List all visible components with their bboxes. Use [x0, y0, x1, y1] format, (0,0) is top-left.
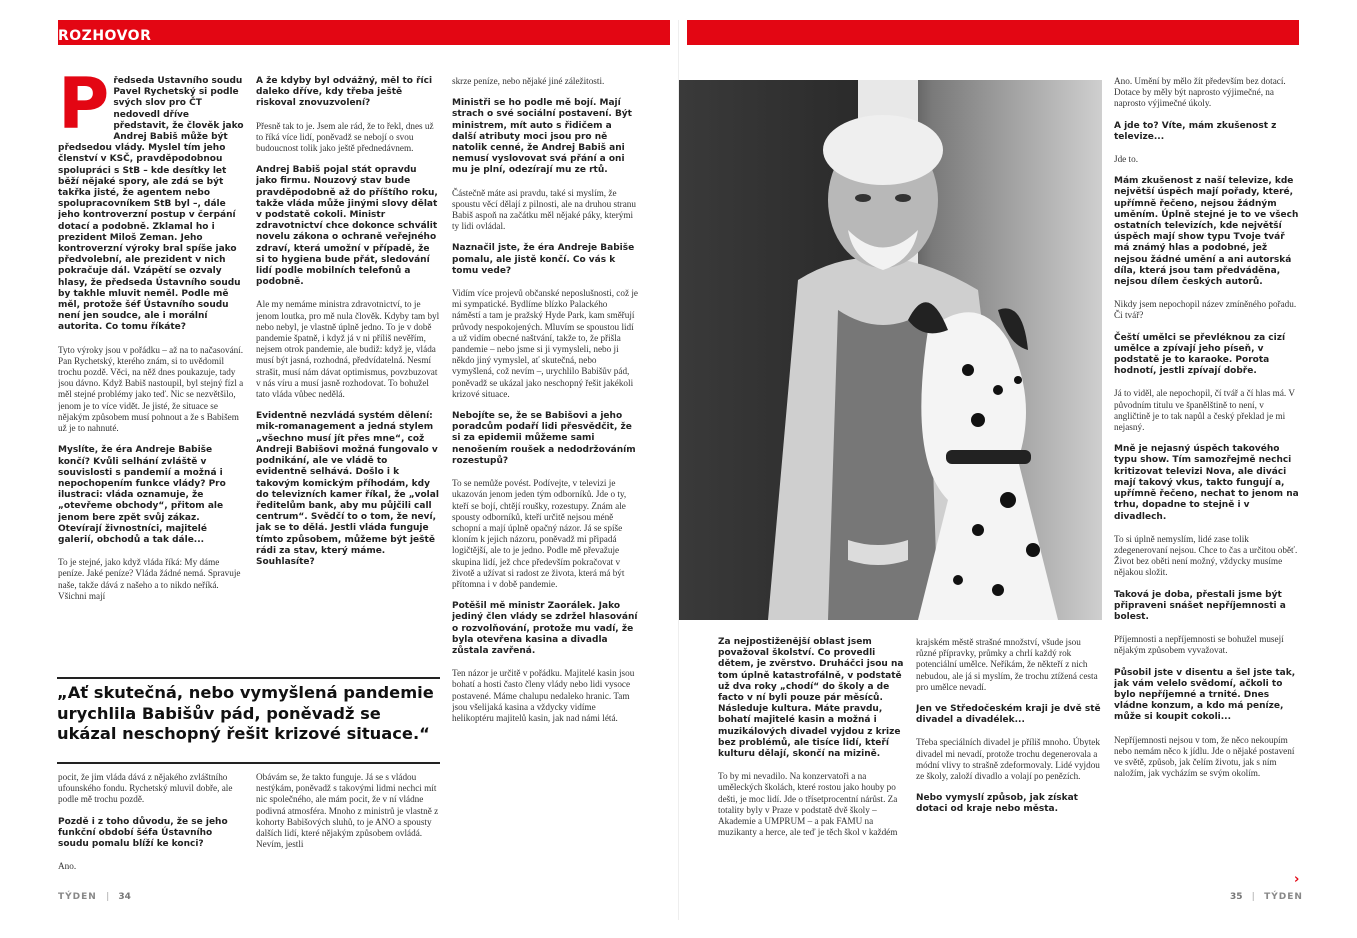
- answer-paragraph: Nepříjemnosti nejsou v tom, že něco nekoupím nebo nemám něco k jídlu. Jde o nějaké postavení ve světě, způsob, jak čelím životu, jak s ním naložím, jak vycházím se svým okolím.: [1114, 734, 1295, 779]
- question-paragraph: Pozdě i z toho důvodu, že se jeho funkční období šéfa Ústavního soudu pomalu blíží ke konci?: [58, 816, 228, 850]
- answer-paragraph: krajském městě strašné množství, všude jsou různé přípravky, průmky a chrlí každý rok potenciální umělce. Neříkám, že někteří z nich nebudou, ale já si myslím, že trochu ztížená cesta pro umělce nevadí.: [916, 637, 1098, 692]
- pullquote-rule-bottom: [57, 762, 440, 764]
- question-paragraph: Mám zkušenost z naší televize, kde největší úspěch mají pořady, které, upřímně řečeno, nejsou žádným uměním. Úplně stejné je to ve všech ostatních televizích, kde největší úspěch mají show typu Tvoje tvář má známý hlas a podobné, jež nejsou žádné umění a ani autorská díla, která jsou tam předváděna, nejsou dílem českých autorů.: [1114, 176, 1299, 288]
- answer-paragraph: skrze peníze, nebo nějaké jiné záležitosti.: [452, 76, 605, 86]
- answer-paragraph: Já to viděl, ale nepochopil, čí tvář a čí hlas má. V původním titulu ve španělštině to není, v angličtině je to tak napůl a český překlad je mi nejasný.: [1114, 388, 1295, 433]
- pullquote-rule-top: [57, 677, 440, 679]
- column-3: [452, 76, 638, 886]
- question-paragraph: Ministři se ho podle mě bojí. Mají strach o své sociální postavení. Být ministrem, mít auto s řidičem a další atributy moci jsou pro ně natolik cenné, že Andrej Babiš ani nemusí vyslovovat svá přání a oni mu je plní, odezírají mu ze rtů.: [452, 98, 632, 176]
- answer-paragraph: pocit, že jim vláda dává z nějakého zvláštního ufounského fondu. Rychetský mluvil dobře, ale podle mě trochu pozdě.: [58, 772, 233, 805]
- question-paragraph: Za nejpostiženější oblast jsem považoval školství. Co provedli dětem, je zvěrstvo. Druháčci jsou na tom úplně katastrofálně, v podstatě už dva roky „chodí“ do školy a de facto v ní byli pouze pár měsíců. Následuje kultura. Máte pravdu, bohatí majitelé kasin a možná i muzikálových divadel vyjdou z krize bez problémů, ale tisíce lidí, kteří kulturu dělají, skončí na mizině.: [718, 637, 904, 760]
- answer-paragraph: Přesně tak to je. Jsem ale rád, že to řekl, dnes už to říká více lidí, poněvadž se nebojí o svou budoucnost tolik jako ještě přednedávnem.: [256, 120, 434, 154]
- answer-paragraph: Jde to.: [1114, 154, 1138, 165]
- question-paragraph: Jen ve Středočeském kraji je dvě stě divadel a divadélek...: [916, 704, 1101, 726]
- answer-paragraph: To je stejné, jako když vláda říká: My dáme peníze. Jaké peníze? Vláda žádné nemá. Spravuje naše, takže dává z našeho a to nikdo neříká. Všichni mají: [58, 557, 241, 601]
- column-6: [1114, 76, 1300, 886]
- page-number-right: 35: [1230, 892, 1243, 902]
- column-1-lower: [58, 772, 244, 887]
- question-paragraph: A jde to? Víte, mám zkušenost z televize...: [1114, 120, 1277, 142]
- question-paragraph: ředseda Ústavního soudu Pavel Rychetský si podle svých slov pro ČT nedovedl dříve představit, že člověk jako Andrej Babiš může být předsedou vlády. Myslel tím jeho členství v KSČ, pravděpodobnou spolupráci s StB – kde desítky let běží nějaké spory, ale zdá se být takřka jisté, že agentem nebo spolupracovníkem StB byl –, dále jeho kontroverzní postup v čerpání dotací a podobně. Zklamal ho i prezident Miloš Zeman. Jeho kontroverzní výroky bral spíše jako předvolební, ale prezident v nich pokračuje dál. Vzápětí se ozvaly hlasy, že předseda Ústavního soudu by takhle mluvit neměl. Podle mě měl, protože šéf Ústavního soudu není jen soudce, ale i morální autorita. Co tomu říkáte?: [58, 76, 244, 333]
- footer-right: 35 | TÝDEN: [1230, 892, 1303, 902]
- page-number-left: 34: [118, 892, 131, 902]
- question-paragraph: Působil jste v disentu a šel jste tak, jak vám velelo svědomí, ačkoli to bylo nepříjemné a trnité. Dnes vládne konzum, a kdo má peníze, může si koupit cokoli...: [1114, 667, 1296, 723]
- column-2-lower: [256, 772, 440, 887]
- question-paragraph: Nebo vymyslí způsob, jak získat dotaci od kraje nebo města.: [916, 793, 1078, 815]
- answer-paragraph: Tyto výroky jsou v pořádku – až na to načasování. Pan Rychetský, kterého znám, si to uvědomil trochu pozdě. Věci, na něž dnes poukazuje, tady jsou dávno. Když Babiš nastoupil, byl stejný fízl a měl stejné problémy jako teď. Nic se nezvětšilo, jenom je to více vidět. Je jisté, že situace se nějakým způsobem musí pohnout a že s Babišem už je to nahnuté.: [58, 344, 244, 434]
- pullquote: „Ať skutečná, nebo vymyšlená pandemie urychlila Babišův pád, poněvadž se ukázal neschopný řešit krizové situace.“: [57, 683, 434, 743]
- section-label: ROZHOVOR: [58, 28, 152, 44]
- question-paragraph: Nebojíte se, že se Babišovi a jeho poradcům podaří lidi přesvědčit, že si za epidemii můžeme sami nenošením roušek a nedodržováním rozestupů?: [452, 411, 636, 466]
- column-5: [916, 637, 1102, 887]
- question-paragraph: Mně je nejasný úspěch takového typu show. Tím samozřejmě nechci kritizovat televizi Nova, ale diváci mají takový vkus, takto fungují a, upřímně řečeno, nechat to jenom na trhu, dopadne to stejně i v divadlech.: [1114, 444, 1299, 522]
- answer-paragraph: To se nemůže povést. Podívejte, v televizi je ukazován jenom jeden tým odborníků. Jde o ty, kteří se bojí, chtějí roušky, rozestupy. Znám ale spousty odborníků, kteří určitě nejsou méně schopní a mají úplně opačný názor. Já se spíše kloním k jejich názoru, poněvadž mi připadá logičtější, ale to je jedno. Podle mě převažuje skupina lidí, jež chce především pokračovat v životě a užívat si radost ze života, která má být přítomna i v době pandemie.: [452, 478, 627, 589]
- header-bar-right: [687, 20, 1299, 45]
- answer-paragraph: Příjemnosti a nepříjemnosti se bohužel musejí nějakým způsobem vyvažovat.: [1114, 634, 1284, 656]
- question-paragraph: A že kdyby byl odvážný, měl to říci daleko dříve, kdy třeba ještě riskoval znovuzvolení?: [256, 76, 433, 109]
- answer-paragraph: Nikdy jsem nepochopil název zmíněného pořadu. Či tvář?: [1114, 299, 1297, 321]
- continue-arrow-icon: ›: [1294, 872, 1300, 887]
- answer-paragraph: Třeba speciálních divadel je příliš mnoho. Úbytek divadel mi nevadí, protože trochu degenerovala a módní vlivy to strašně zdeformovaly. Lidé vyjdou ze školy, založí divadlo a volají po penězích.: [916, 737, 1100, 782]
- question-paragraph: Myslíte, že éra Andreje Babiše končí? Kvůli selhání zvláště v souvislosti s pandemií a možná i nepochopením funkce vlády? Pro ilustraci: vláda oznamuje, že „otevřeme obchody“, přitom ale jenom bere zpět svůj zákaz. Otevírají živnostníci, majitelé galerií, obchodů a tak dále...: [58, 445, 226, 545]
- footer-brand-right: TÝDEN: [1264, 892, 1303, 902]
- answer-paragraph: To by mi nevadilo. Na konzervatoři a na uměleckých školách, které rostou jako houby po dešti, je moc lidí. Jde o třísetprocentní nárůst. Za totality byly v Praze v podstatě dvě školy – Akademie a UMPRUM – a pak FAMU na muzikanty a herce, ale teď je těch škol v každém: [718, 771, 898, 838]
- answer-paragraph: Částečně máte asi pravdu, také si myslím, že spoustu věcí dělají z pilnosti, ale na druhou stranu Babiš aspoň na začátku měl nějaké páky, kterými ty lidi ovládal.: [452, 187, 636, 232]
- question-paragraph: Taková je doba, přestali jsme být připraveni snášet nepříjemnosti a bolest.: [1114, 589, 1286, 622]
- column-4: [718, 637, 904, 887]
- question-paragraph: Čeští umělci se převléknou za cizí umělce a zpívají jeho píseň, v podstatě je to karaoke. Porota hodnotí, jestli zpívají dobře.: [1114, 332, 1286, 377]
- page-gutter: [678, 20, 679, 920]
- dropcap: P: [58, 76, 110, 145]
- answer-paragraph: To si úplně nemyslím, lidé zase tolik zdegenerovaní nejsou. Chce to čas a určitou oběť. Život bez oběti není možný, vždycky musíme nějakou složit.: [1114, 533, 1298, 578]
- question-paragraph: Potěšil mě ministr Zaorálek. Jako jediný člen vlády se zdržel hlasování o rozvolňování, protože mu vadí, že byla otevřena kasina a divadla zůstala zavřená.: [452, 601, 638, 656]
- question-paragraph: Naznačil jste, že éra Andreje Babiše pomalu, ale jistě končí. Co vás k tomu vede?: [452, 243, 635, 276]
- footer-left: TÝDEN | 34: [58, 892, 131, 902]
- man-with-dog-statue-photo: [678, 80, 1102, 620]
- answer-paragraph: Obávám se, že takto funguje. Já se s vládou nestýkám, poněvadž s takovými lidmi nechci mít nic společného, ale mám pocit, že v ní vládne podivná atmosféra. Mnoho z ministrů je vlastně z kohorty Babišových sluhů, to je ANO a spousty dalších lidí, které nějakým způsobem ovládá. Nevím, jestli: [256, 772, 439, 850]
- column-2: [256, 76, 440, 666]
- question-paragraph: Evidentně nezvládá systém dělení: mik-romanagement a jedná stylem „všechno musí jít přes mne“, což Andreji Babišovi možná fungovalo v podnikání, ale ve vládě to evidentně selhává. Došlo i k takovým komickým příhodám, kdy do televizních kamer říkal, že „volal ředitelům bank, aby mu půjčili call centrum“. Svědčí to o tom, že neví, jak se to dělá. Jestli vláda funguje tímto způsobem, můžeme být ještě rádi za stav, který máme. Souhlasíte?: [256, 411, 439, 567]
- answer-paragraph: Ano.: [58, 861, 77, 872]
- answer-paragraph: Vidím více projevů občanské neposlušnosti, což je mi sympatické. Bydlíme blízko Palackého náměstí a tam je pražský Hyde Park, kam směřují průvody nespokojených. Mluvím se spoustou lidí a už vidím obecné naštvání, takže to, že přišla pandemie – nebo jsme si ji vymysleli, nebo ji někdo jiný vymyslel, ať skutečná, nebo vymyšlená, což nevím –, urychlilo Babišův pád, poněvadž se ukázal jako neschopný řešit jakékoli krizové situace.: [452, 288, 638, 399]
- question-paragraph: Andrej Babiš pojal stát opravdu jako firmu. Nouzový stav bude pravděpodobně až do příštího roku, takže vláda může jinými slovy dělat v podstatě cokoli. Ministr zdravotnictví chce dokonce schválit novelu zákona o ochraně veřejného zdraví, která umožní v případě, že si to hygiena bude přát, sledování lidí podle mobilních telefonů a podobně.: [256, 165, 438, 288]
- answer-paragraph: Ale my nemáme ministra zdravotnictví, to je jenom loutka, pro mě nula člověk. Kdyby tam byl nebo nebyl, je vlastně úplně jedno. To je v době pandemie špatně, i když já v ni příliš nevěřím, nejsem otrok pandemie, ale budiž: když je, vláda musí být jasná, rozhodná, předvídatelná. Nesmí strašit, musí nám dávat optimismus, povzbuzovat v nás víru a musí jasně rozhodovat. To bohužel tato vláda vůbec nedělá.: [256, 299, 440, 400]
- answer-paragraph: Ten názor je určitě v pořádku. Majitelé kasin jsou bohatí a hosti často členy vlády nebo lidi vysoce postavené. Máme chalupu nedaleko hranic. Tam jsou všelijaká kasina a vždycky vidíme helikoptéru majitelů kasin, jak nad námi létá.: [452, 668, 635, 723]
- column-1: [58, 76, 244, 676]
- answer-paragraph: Ano. Umění by mělo žít především bez dotací. Dotace by měly být naprosto výjimečné, na naprosto výjimečné úkoly.: [1114, 76, 1286, 109]
- footer-brand-left: TÝDEN: [58, 892, 97, 902]
- portrait-photo: [678, 80, 1102, 620]
